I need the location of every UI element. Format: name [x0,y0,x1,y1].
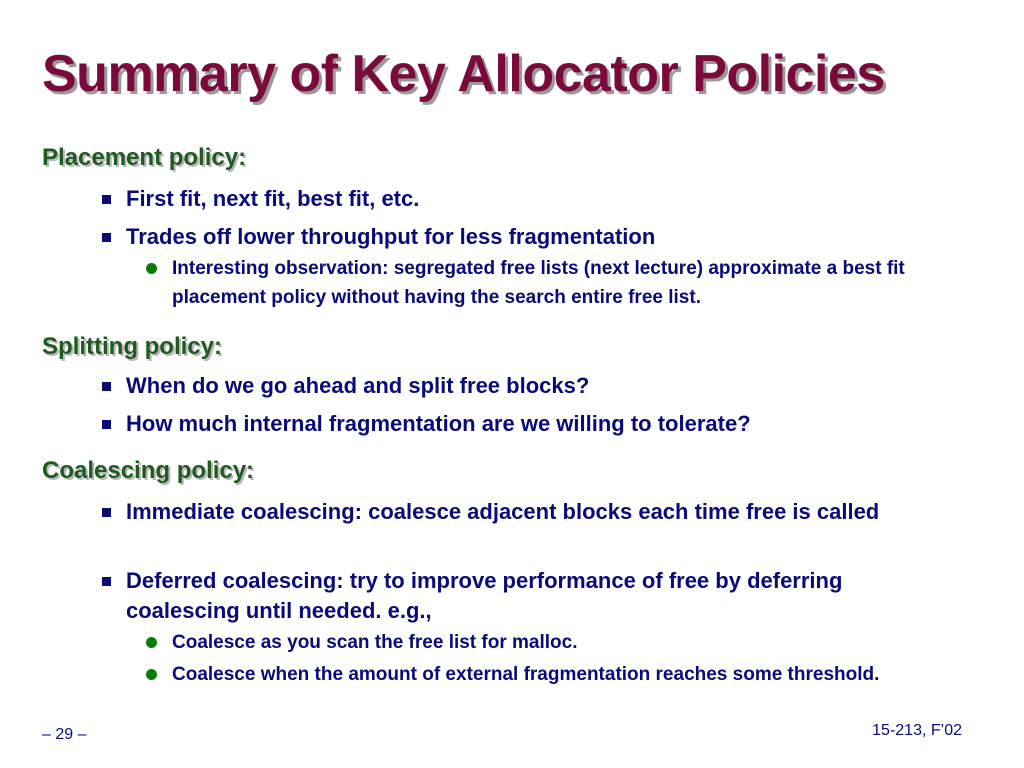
round-bullet-icon [146,263,157,274]
square-bullet-icon [102,233,111,242]
sub-bullet-item [172,660,922,689]
bullet-text: First fit, next fit, best fit, etc. [126,186,420,211]
square-bullet-icon [102,195,111,204]
section-heading-placement: Placement policy: [42,144,247,171]
square-bullet-icon [102,420,111,429]
round-bullet-icon [146,669,157,680]
sub-bullet-item [172,254,962,312]
bullet-item [126,371,966,401]
round-bullet-icon [146,637,157,648]
square-bullet-icon [102,577,111,586]
bullet-text: Trades off lower throughput for less fragmentation [126,224,656,249]
bullet-item [126,184,966,214]
section-heading-splitting: Splitting policy: [42,333,222,360]
bullet-item [126,497,936,527]
square-bullet-icon [102,382,111,391]
page-number: – 29 – [42,726,87,743]
sub-bullet-text: Coalesce when the amount of external fragmentation reaches some threshold. [172,664,880,685]
sub-bullet-item [172,628,972,657]
bullet-text: When do we go ahead and split free blocks? [126,373,590,398]
section-heading-coalescing: Coalescing policy: [42,457,255,484]
sub-bullet-text: Interesting observation: segregated free lists (next lecture) approximate a best fit placement policy without having the search entire free list. [172,258,905,308]
slide-title: Summary of Key Allocator Policies [42,45,885,103]
bullet-item [126,222,966,252]
bullet-item [126,409,966,439]
sub-bullet-text: Coalesce as you scan the free list for malloc. [172,632,578,653]
bullet-text: How much internal fragmentation are we willing to tolerate? [126,411,751,436]
bullet-text: Immediate coalescing: coalesce adjacent blocks each time free is called [126,499,880,524]
square-bullet-icon [102,508,111,517]
course-label: 15-213, F’02 [872,722,962,739]
bullet-text: Deferred coalescing: try to improve performance of free by deferring coalescing until needed. e.g., [126,568,843,623]
bullet-item [126,566,856,626]
